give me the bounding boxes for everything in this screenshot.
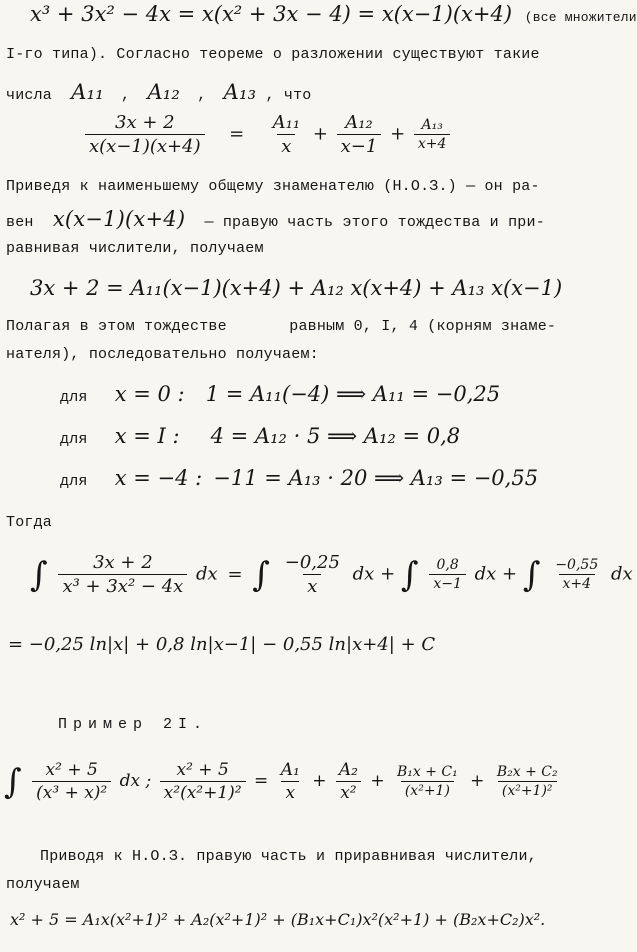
text-line-5: Приведя к наименьшему общему знаменателю (Н.О.З.) — он ра-	[6, 178, 540, 195]
partial-fraction-equation: $\frac{3x + 2}{x(x-1)(x+4)}$ = $\frac{\text{A₁₁}}{x}$ + $\frac{\text{A₁₂}}{x-1}$ + $\frac{\text{A₁₃}}{x+4}$	[82, 112, 453, 157]
lhs-fraction: $\frac{3x + 2}{x(x-1)(x+4)}$	[85, 112, 205, 157]
text-line-9: Полагая в этом тождестве равным 0, I, 4 (корням знаме-	[6, 318, 557, 335]
text-line-last-1: Приводя к Н.О.З. правую часть и приравнивая числители,	[40, 848, 537, 865]
coef-a12: A₁₂	[147, 80, 181, 104]
text-line-2: I-го типа). Согласно теореме о разложении существуют такие	[6, 46, 540, 63]
text-line-7: равнивая числители, получаем	[6, 240, 264, 257]
factorization-expr: x³ + 3x² − 4x = x(x² + 3x − 4) = x(x−1)(x+4)	[30, 2, 513, 26]
final-identity: x² + 5 = A₁x(x²+1)² + A₂(x²+1)² + (B₁x+C₁)x²(x²+1) + (B₂x+C₂)x².	[10, 910, 546, 929]
text-line-3: числа A₁₁ , A₁₂ , A₁₃ , что	[6, 80, 312, 104]
coef-a11: A₁₁	[71, 80, 104, 104]
common-denominator: x(x−1)(x+4)	[52, 207, 186, 231]
case-x1: для x = I : 4 = A₁₂ · 5 ⟹ A₁₂ = 0,8	[60, 424, 461, 448]
term-a13: $\frac{\text{A₁₃}}{x+4}$	[414, 117, 451, 152]
coef-a13: A₁₃	[223, 80, 257, 104]
integral-equation: ∫ $\frac{3x + 2}{\text{x³ + 3x² − 4x}}$ dx = ∫ $\frac{-0,25}{x}$ dx + ∫ $\frac{0,8}{x-1}$ dx + ∫ $\frac{-0,55}{x+4}$ dx	[30, 552, 633, 597]
factorization-line	[30, 2, 637, 26]
integral-sign: ∫	[30, 554, 48, 595]
factorization-note: (все множители	[524, 10, 637, 25]
text-line-10: нателя), последовательно получаем:	[6, 346, 319, 363]
term-a11: $\frac{\text{A₁₁}}{x}$	[272, 112, 301, 157]
example21-equation: ∫ $\frac{\text{x² + 5}}{\text{(x³ + x)²}}$ dx ; $\frac{\text{x² + 5}}{\text{x²(x²+1)²}}$ = $\frac{\text{A₁}}{x}$ + $\frac{\text{A₂}}{\text{x²}}$ + $\frac{\text{B₁x + C₁}}{\text{(x²+1)}}$ + $\frac{\text{B₂x + C₂}}{\text{(x²+1)²}}$	[4, 760, 558, 803]
numerator-identity: 3x + 2 = A₁₁(x−1)(x+4) + A₁₂ x(x+4) + A₁₃ x(x−1)	[30, 276, 563, 300]
integral-result: = −0,25 ln|x| + 0,8 ln|x−1| − 0,55 ln|x+4| + C	[8, 634, 436, 655]
text-line-6: вен x(x−1)(x+4) — правую часть этого тождества и при-	[6, 207, 545, 231]
case-x-4: для x = −4 : −11 = A₁₃ · 20 ⟹ A₁₃ = −0,55	[60, 466, 539, 490]
example-heading: Пример 2I.	[58, 716, 209, 733]
text-then: Тогда	[6, 514, 53, 531]
text-line-last-2: получаем	[6, 876, 80, 893]
term-a12: $\frac{\text{A₁₂}}{x-1}$	[337, 112, 382, 157]
case-x0: для x = 0 : 1 = A₁₁(−4) ⟹ A₁₁ = −0,25	[60, 382, 501, 406]
